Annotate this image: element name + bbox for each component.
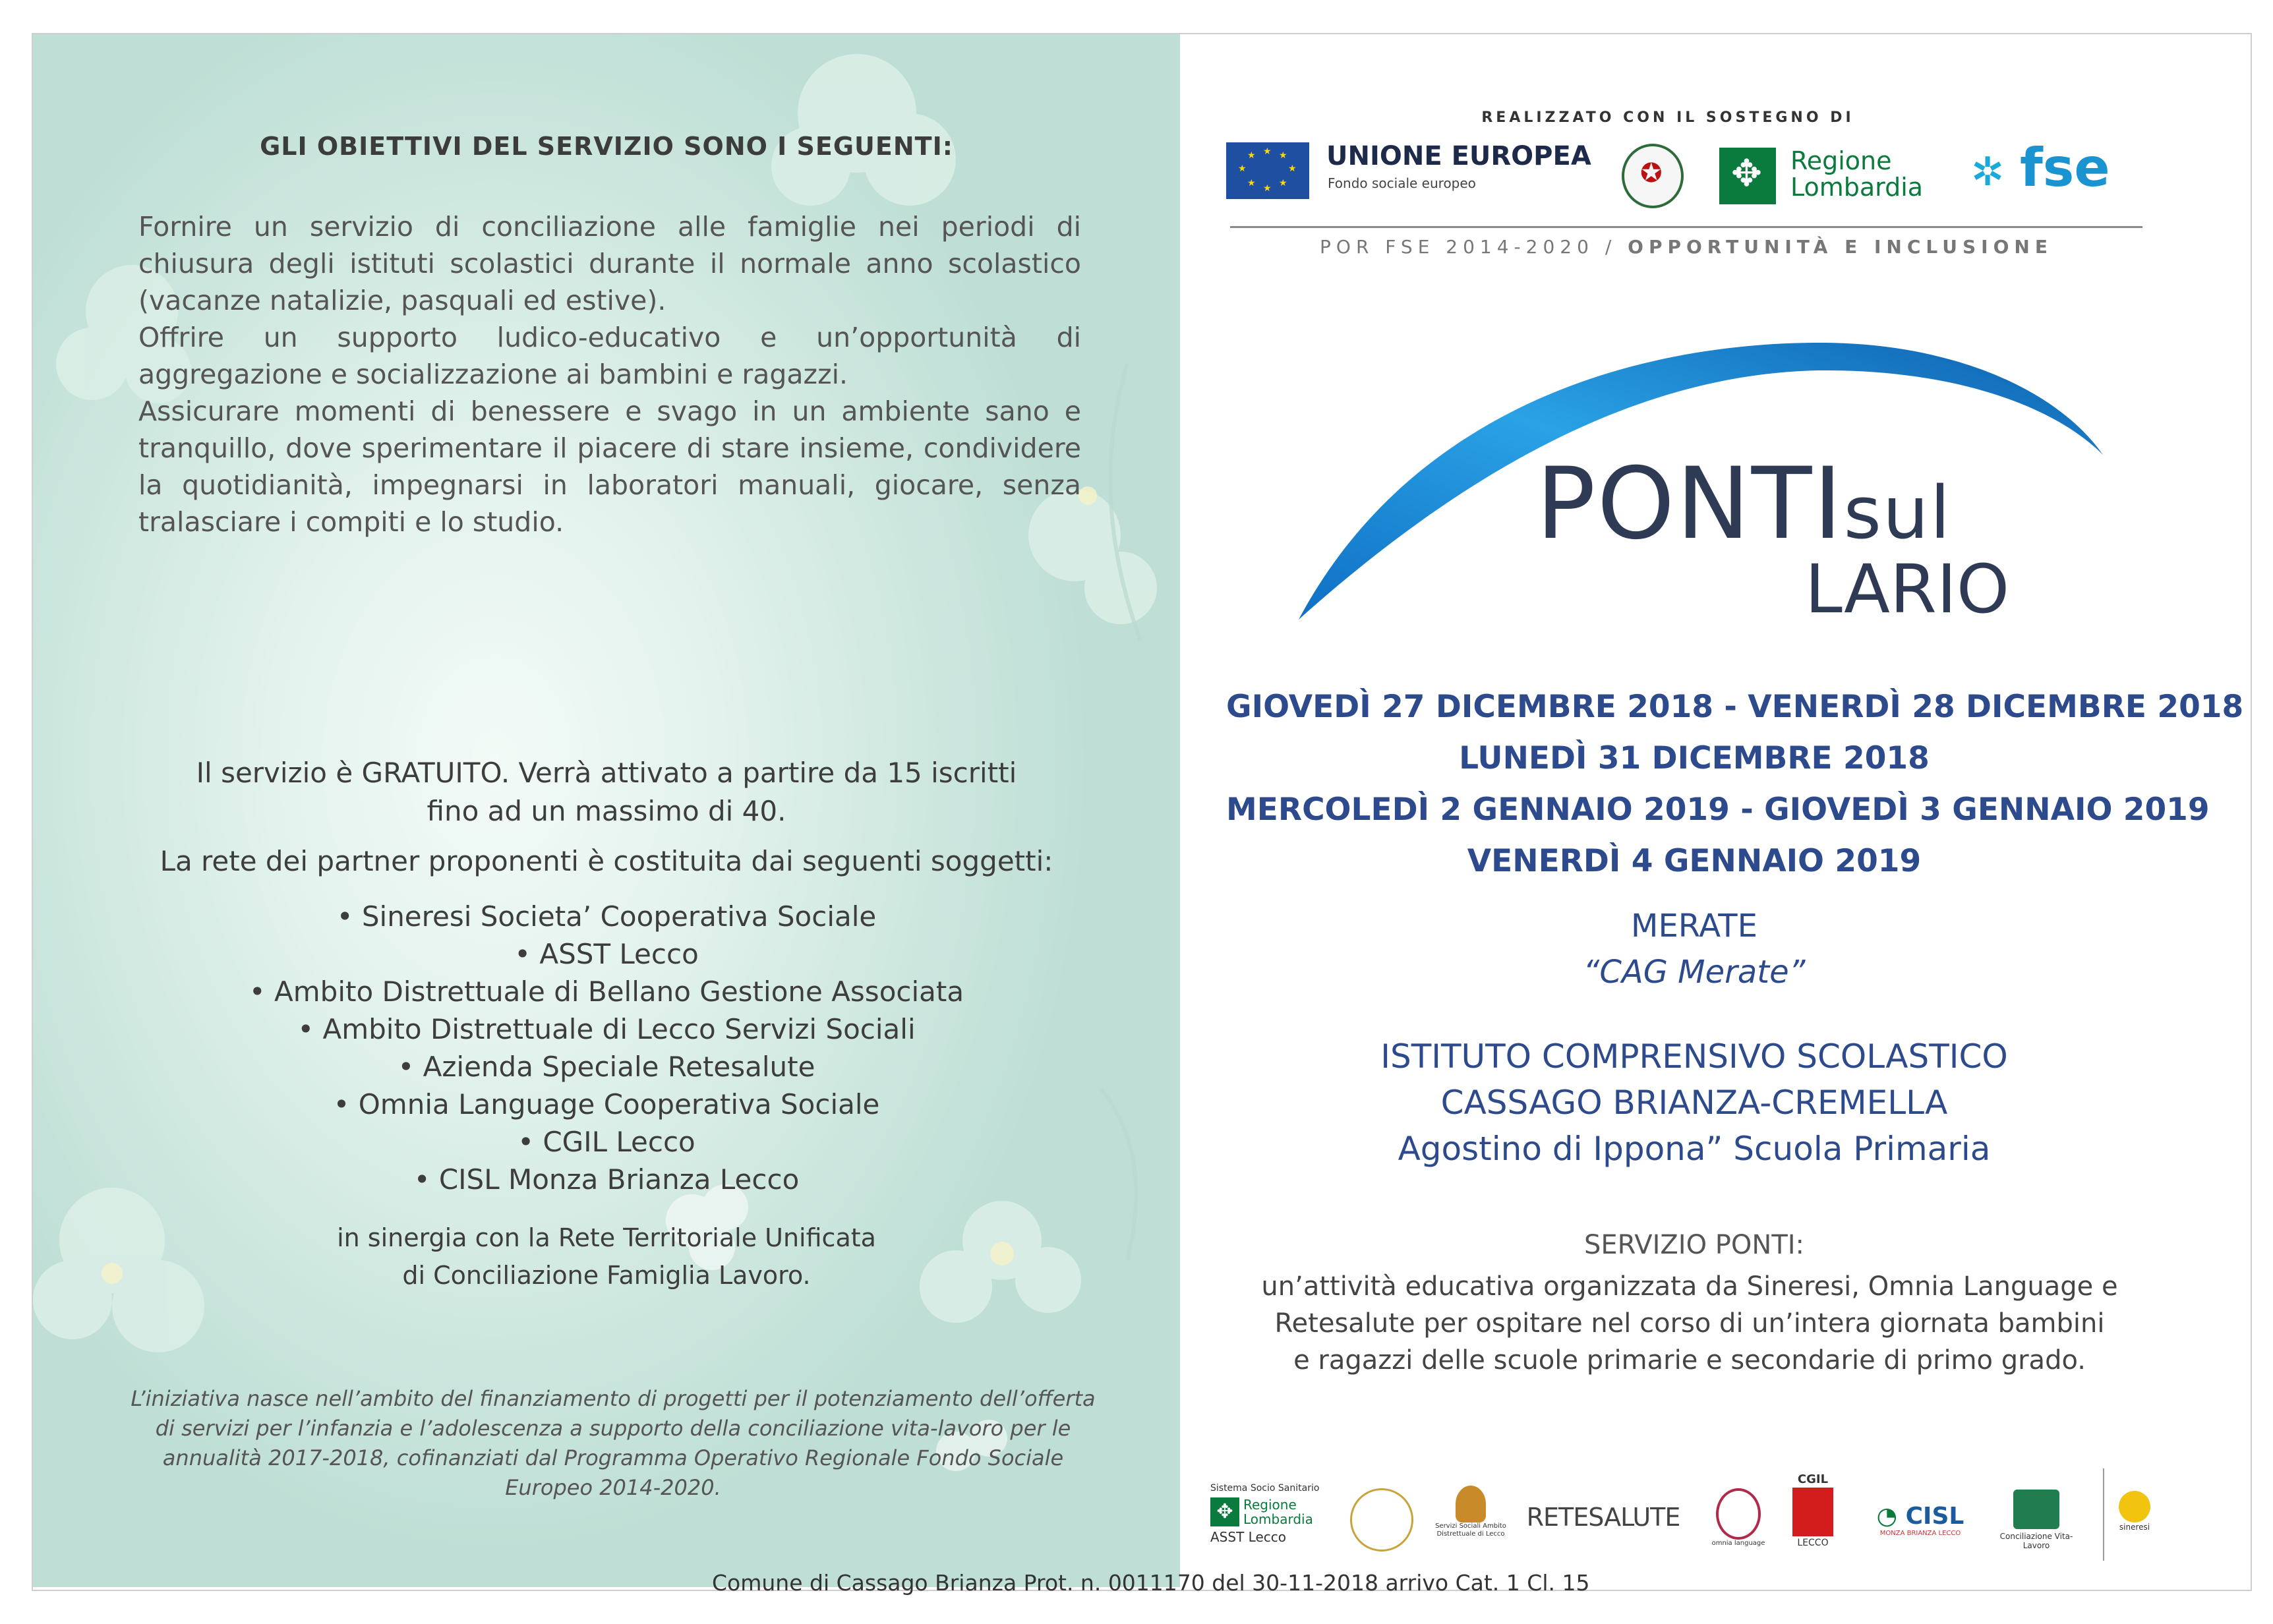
por-caption — [1230, 236, 2142, 258]
asst-logo — [1210, 1483, 1322, 1545]
cisl-sub: MONZA BRIANZA LECCO — [1879, 1530, 1961, 1537]
partners-list — [112, 898, 1101, 1198]
lombardia-line: Lombardia — [1790, 173, 1924, 202]
logo-divider — [2103, 1468, 2104, 1561]
asst-region: Lombardia — [1243, 1511, 1313, 1527]
sponsor-logo-bar — [1226, 136, 2142, 221]
conciliazione-logo — [1987, 1490, 2086, 1550]
cisl-text: CISL — [1905, 1503, 1964, 1530]
sinergia-line: in sinergia con la Rete Territoriale Unificata — [337, 1223, 876, 1252]
cgil-sub: LECCO — [1797, 1538, 1829, 1548]
objectives-heading: GLI OBIETTIVI DEL SERVIZIO SONO I SEGUENTI: — [260, 132, 953, 161]
lombardia-name — [1790, 148, 1923, 200]
brand-ponti: PONTI — [1536, 447, 1844, 562]
sineresi-text: sineresi — [2119, 1522, 2150, 1532]
date-line: MERCOLEDÌ 2 GENNAIO 2019 - GIOVEDÌ 3 GENNAIO 2019 — [1226, 792, 2210, 828]
lombardia-line: Regione — [1790, 146, 1892, 175]
servizio-line: un’attività educativa organizzata da Sineresi, Omnia Language e — [1261, 1271, 2118, 1302]
omnia-text: omnia language — [1711, 1540, 1765, 1547]
partner-item: • CISL Monza Brianza Lecco — [413, 1163, 800, 1196]
gratuito-line: Il servizio è GRATUITO. Verrà attivato a partire da 15 iscritti — [196, 757, 1017, 789]
asst-name: ASST Lecco — [1210, 1529, 1286, 1545]
eu-title: UNIONE EUROPEA — [1326, 141, 1591, 171]
protocol-stamp: Comune di Cassago Brianza Prot. n. 0011170 del 30-11-2018 arrivo Cat. 1 Cl. 15 — [712, 1570, 1590, 1596]
conciliazione-text: Conciliazione Vita-Lavoro — [1999, 1532, 2073, 1550]
partner-item: • Omnia Language Cooperativa Sociale — [333, 1088, 880, 1120]
eu-flag-icon: ★ ★ ★ ★ ★ ★ ★ ★ — [1226, 142, 1309, 199]
date-line: LUNEDÌ 31 DICEMBRE 2018 — [1459, 740, 1930, 776]
fse-logo-text: fse — [2020, 137, 2110, 198]
left-panel — [33, 34, 1180, 1587]
brand-sul: sul — [1843, 471, 1952, 555]
asst-top: Sistema Socio Sanitario — [1210, 1483, 1320, 1494]
gratuito-line: fino ad un massimo di 40. — [427, 795, 786, 827]
sinergia-line: di Conciliazione Famiglia Lavoro. — [402, 1261, 811, 1290]
italian-emblem-icon: ✪ — [1622, 144, 1684, 208]
gratuito-notice — [112, 754, 1101, 830]
objectives-list — [138, 208, 1081, 540]
cgil-icon — [1792, 1488, 1833, 1536]
partner-item: • Azienda Speciale Retesalute — [398, 1051, 815, 1083]
partner-item: • Ambito Distrettuale di Lecco Servizi Sociali — [297, 1013, 916, 1045]
divider — [1230, 226, 2142, 228]
sineresi-icon — [2119, 1491, 2150, 1522]
school-info — [1226, 1033, 2162, 1172]
dates-list — [1226, 682, 2244, 887]
partner-logos-row — [1210, 1449, 2153, 1567]
partner-item: • ASST Lecco — [514, 938, 699, 970]
brand-title — [1536, 447, 1952, 562]
retesalute-text: RETESALUTE — [1526, 1503, 1680, 1532]
cisl-logo — [1864, 1503, 1976, 1537]
place-city: MERATE — [1631, 908, 1757, 944]
funding-footnote: L’iniziativa nasce nell’ambito del finanziamento di progetti per il potenziamento dell’offerta di servizi per l’infanzia e l’adolescenza a supporto della conciliazione vita-lavoro per le annualità 2017-2018, cofinanziati dal Programma Operativo Regionale Fondo Sociale Europeo 2014-2020. — [131, 1386, 1096, 1500]
sinergia-text — [112, 1219, 1101, 1294]
servizio-line: Retesalute per ospitare nel corso di un’intera giornata bambini — [1274, 1308, 2105, 1339]
partner-item: • CGIL Lecco — [517, 1126, 695, 1158]
omnia-icon — [1716, 1488, 1761, 1540]
servizio-title: SERVIZIO PONTI: — [1583, 1230, 1805, 1260]
retesalute-logo — [1518, 1503, 1689, 1532]
ambito-lecco-logo — [1434, 1486, 1507, 1538]
partner-item: • Sineresi Societa’ Cooperativa Sociale — [336, 900, 877, 933]
por-right: OPPORTUNITÀ E INCLUSIONE — [1628, 236, 2053, 258]
por-left: POR FSE 2014-2020 — [1320, 236, 1594, 258]
objective-item: Offrire un supporto ludico-educativo e un’opportunità di aggregazione e socializzazione ai bambini e ragazzi. — [138, 322, 1081, 390]
place — [1226, 903, 2162, 995]
lombardia-logo-icon: ✥ — [1719, 148, 1776, 204]
lombardia-small-icon: ✥ — [1210, 1497, 1239, 1526]
asst-region: Regione — [1243, 1497, 1297, 1513]
cisl-icon: ◔ — [1876, 1503, 1898, 1530]
partner-item: • Ambito Distrettuale di Bellano Gestione Associata — [249, 975, 964, 1008]
cgil-logo — [1788, 1472, 1838, 1548]
ambito-text: Servizi Sociali Ambito Distrettuale di Lecco — [1435, 1522, 1506, 1538]
place-venue: “CAG Merate” — [1583, 954, 1806, 991]
omnia-logo — [1709, 1488, 1768, 1547]
brand-lario: LARIO — [1805, 550, 2010, 629]
sineresi-logo — [2116, 1491, 2153, 1532]
school-line: CASSAGO BRIANZA-CREMELLA — [1440, 1084, 1948, 1122]
tree-icon — [1456, 1486, 1486, 1522]
servizio-line: e ragazzi delle scuole primarie e secondarie di primo grado. — [1293, 1345, 2086, 1376]
objective-item: Fornire un servizio di conciliazione alle famiglie nei periodi di chiusura degli istituti scolastici durante il normale anno scolastico (vacanze natalizie, pasquali ed estive). — [138, 211, 1081, 316]
school-line: Agostino di Ippona” Scuola Primaria — [1398, 1130, 1991, 1168]
eu-subtitle: Fondo sociale europeo — [1328, 175, 1476, 191]
date-line: GIOVEDÌ 27 DICEMBRE 2018 - VENERDÌ 28 DICEMBRE 2018 — [1226, 689, 2244, 725]
cgil-text: CGIL — [1797, 1472, 1829, 1486]
ambito-bellano-icon — [1350, 1488, 1413, 1552]
date-line: VENERDÌ 4 GENNAIO 2019 — [1467, 843, 1922, 879]
por-separator: / — [1593, 236, 1628, 258]
partners-intro: La rete dei partner proponenti è costituita dai seguenti soggetti: — [160, 845, 1053, 877]
objective-item: Assicurare momenti di benessere e svago in un ambiente sano e tranquillo, dove sperimentare il piacere di stare insieme, condividere la quotidianità, impegnarsi in laboratori manuali, giocare, senza tralasciare i compiti e lo studio. — [138, 395, 1081, 538]
school-line: ISTITUTO COMPRENSIVO SCOLASTICO — [1380, 1037, 2008, 1076]
sponsor-caption: REALIZZATO CON IL SOSTEGNO DI — [1481, 109, 1854, 126]
briefcase-icon — [2013, 1490, 2059, 1529]
servizio-description — [1231, 1268, 2148, 1379]
fse-logo-icon: ✲ — [1971, 149, 2005, 195]
